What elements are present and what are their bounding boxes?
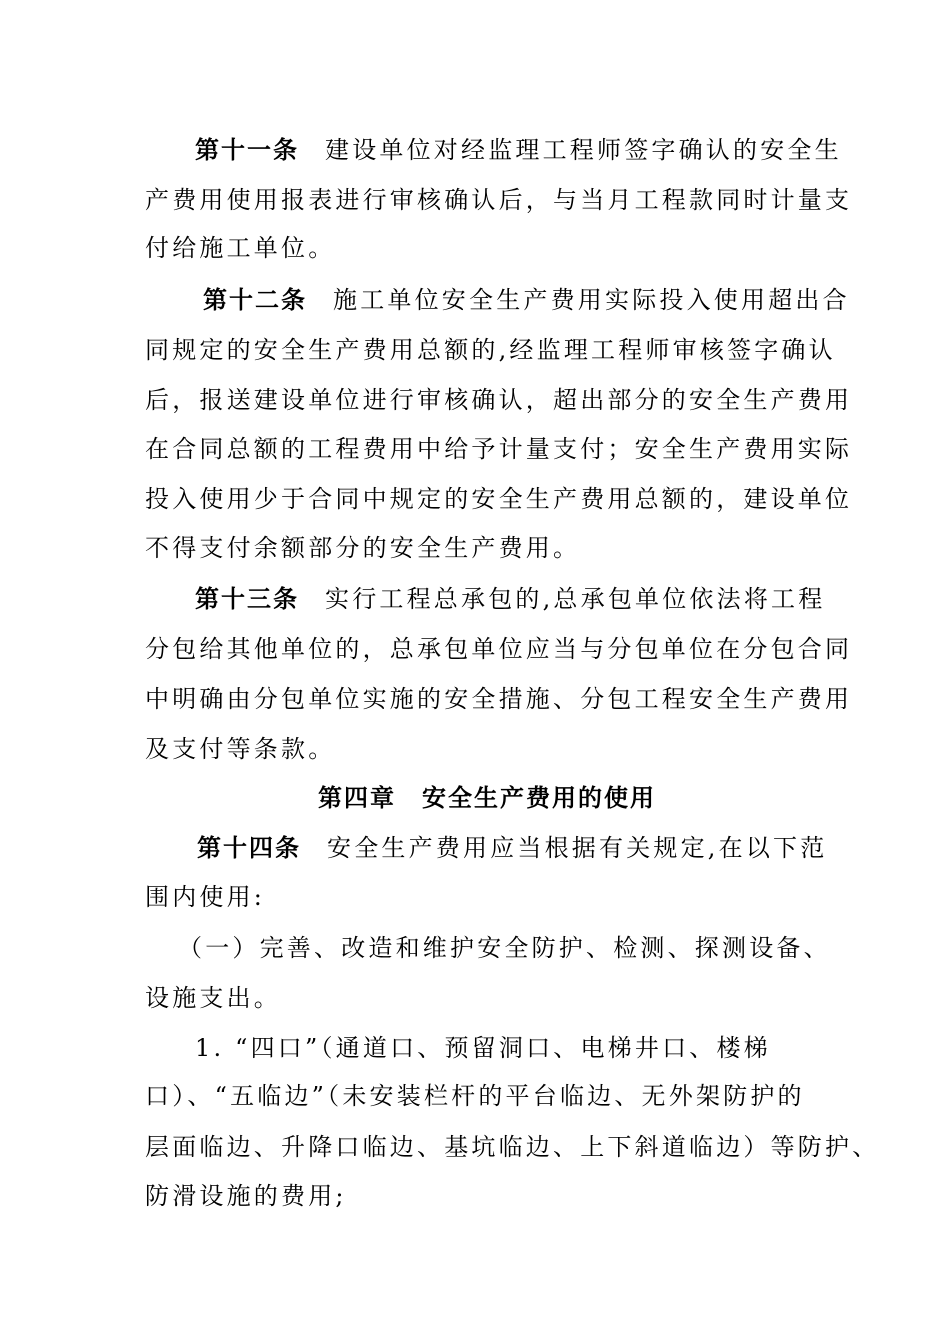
article-13-heading: 第十三条 [195, 585, 299, 613]
article-13-text-line: 实行工程总承包的,总承包单位依法将工程 [325, 585, 826, 613]
article-14-heading: 第十四条 [197, 834, 301, 862]
chapter-title: 安全生产费用的使用 [422, 784, 656, 812]
article-11-first-line [195, 134, 842, 166]
article-11-text-line: 建设单位对经监理工程师签字确认的安全生 [325, 136, 842, 164]
article-12-first-line [203, 284, 850, 316]
item-1-text-line: （一）完善、改造和维护安全防护、检测、探测设备、 [178, 934, 831, 962]
article-12-text-line: 投入使用少于合同中规定的安全生产费用总额的，建设单位 [145, 485, 853, 513]
subitem-1-text-line: 层面临边、升降口临边、基坑临边、上下斜道临边）等防护、 [145, 1133, 880, 1161]
article-14-text-line: 围内使用: [145, 883, 266, 911]
article-12-text-line: 不得支付余额部分的安全生产费用。 [145, 534, 581, 562]
subitem-1-text-line: 防滑设施的费用; [145, 1182, 347, 1210]
chapter-heading [318, 782, 656, 814]
article-13-text-line: 分包给其他单位的，总承包单位应当与分包单位在分包合同 [145, 635, 853, 663]
article-14-text-line: 安全生产费用应当根据有关规定,在以下范 [327, 834, 828, 862]
article-13-text-line: 中明确由分包单位实施的安全措施、分包工程安全生产费用 [145, 685, 853, 713]
subitem-1-text-line: 1. “四口”（通道口、预留洞口、电梯井口、楼梯 [195, 1034, 771, 1062]
article-12-text-line: 同规定的安全生产费用总额的,经监理工程师审核签字确认 [145, 336, 836, 364]
article-13-first-line [195, 583, 825, 615]
item-1-text-line: 设施支出。 [145, 984, 281, 1012]
subitem-1-text-line: 口）、“五临边”（未安装栏杆的平台临边、无外架防护的 [145, 1082, 805, 1110]
chapter-number: 第四章 [318, 784, 396, 812]
article-14-first-line [197, 832, 827, 864]
article-12-text-line: 后，报送建设单位进行审核确认，超出部分的安全生产费用 [145, 386, 853, 414]
article-11-heading: 第十一条 [195, 136, 299, 164]
article-11-text-line: 付给施工单位。 [145, 234, 336, 262]
article-12-heading: 第十二条 [203, 286, 307, 314]
article-13-text-line: 及支付等条款。 [145, 735, 336, 763]
article-12-text-line: 施工单位安全生产费用实际投入使用超出合 [333, 286, 850, 314]
article-11-text-line: 产费用使用报表进行审核确认后，与当月工程款同时计量支 [145, 186, 853, 214]
article-12-text-line: 在合同总额的工程费用中给予计量支付；安全生产费用实际 [145, 435, 853, 463]
